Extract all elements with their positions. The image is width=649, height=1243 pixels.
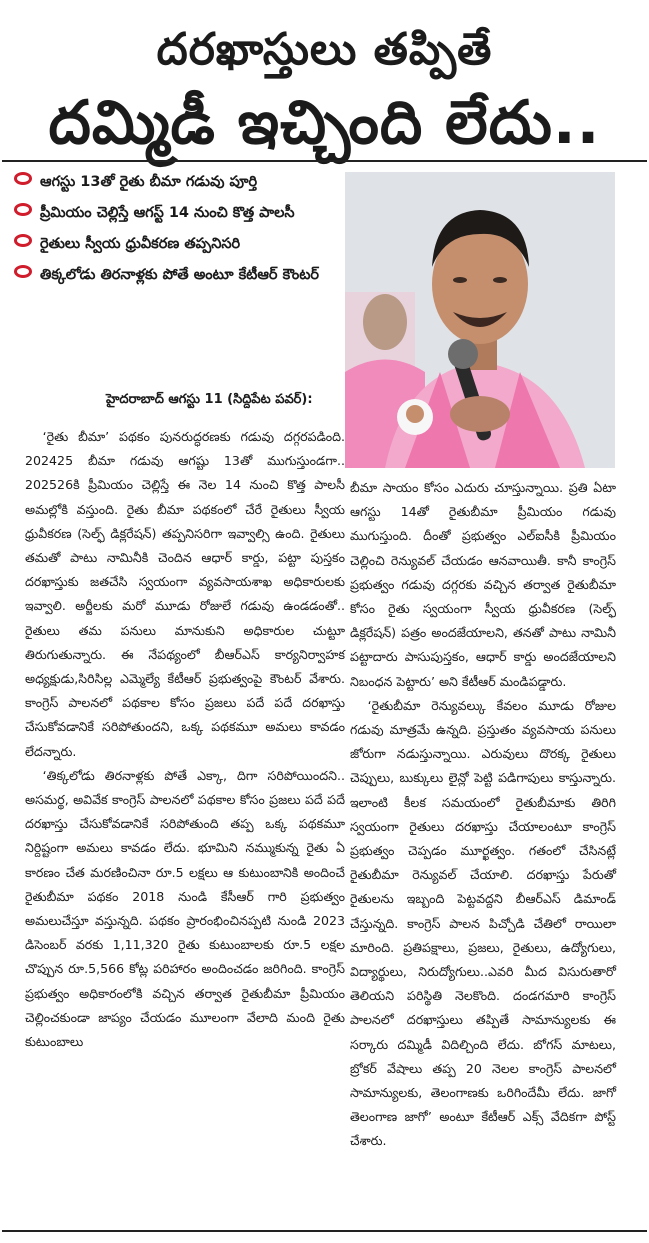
highlight-text: తిక్కలోడు తిరనాళ్లకు పోతే అంటూ కేటీఆర్ కౌంటర్ — [40, 267, 319, 283]
highlight-item — [14, 232, 339, 256]
headline-line-1: దరఖాస్తులు తప్పితే — [156, 24, 493, 75]
headline-line-2: దమ్మిడీ ఇచ్చింది లేదు.. — [48, 88, 601, 158]
paragraph: ‘రైతు బీమా’ పథకం పునరుద్ధరణకు గడువు దగ్గరపడింది. 202425 బీమా గడువు ఆగష్టు 13తో ముగుస్తుండగా.. 202526కి ప్రీమియం చెల్లిస్తే ఈ నెల 14 నుంచి కొత్త పాలసీ అమల్లోకి వస్తుంది. రైతు బీమా పథకంలో చేరే రైతులు స్వీయ ధ్రువీకరణ (సెల్ఫ్ డిక్లరేషన్) తప్పనిసరిగా ఇవ్వాల్సి ఉంది. రైతులు తమతో పాటు నామినీకి చెందిన ఆధార్ కార్డు, పట్టా పుస్తకం దరఖాస్తుకు జతచేసి స్వయంగా వ్యవసాయశాఖ అధికారులకు ఇవ్వాలి. అర్జీలకు మరో మూడు రోజులే గడువు ఉండడంతో.. రైతులు తమ పనులు మానుకుని అధికారుల చుట్టూ తిరుగుతున్నారు. ఈ నేపథ్యంలో బీఆర్ఎస్ కార్యనిర్వాహక అధ్యక్షుడు,సిరిసిల్ల ఎమ్మెల్యే కేటీఆర్ ప్రభుత్వంపై కౌంటర్ వేశారు. కాంగ్రెస్ పాలనలో పథకాల కోసం ప్రజలు పదే పదే దరఖాస్తు చేసుకోవడానికే సరిపోతుందని, ఒక్క పథకమూ అమలు కావడం లేదన్నారు. — [25, 429, 345, 759]
headline-divider — [2, 160, 647, 162]
highlight-text: రైతులు స్వీయ ధ్రువీకరణ తప్పనిసరి — [40, 236, 241, 252]
highlights-list — [14, 170, 339, 294]
highlight-text: ఆగస్టు 13తో రైతు బీమా గడువు పూర్తి — [40, 174, 258, 190]
bullet-circle-icon — [14, 203, 32, 216]
highlight-item — [14, 263, 339, 287]
bottom-divider — [2, 1230, 647, 1232]
bullet-circle-icon — [14, 265, 32, 278]
speaker-illustration — [345, 172, 615, 468]
bullet-circle-icon — [14, 234, 32, 247]
paragraph: బీమా సాయం కోసం ఎదురు చూస్తున్నాయి. ప్రతి ఏటా ఆగస్టు 14తో రైతుబీమా ప్రీమియం గడువు ముగుస్తుంది. దీంతో ప్రభుత్వం ఎల్ఐసీకి ప్రీమియం చెల్లించి రెన్యువల్ చేయడం ఆనవాయితీ. కానీ కాంగ్రెస్ ప్రభుత్వం గడువు దగ్గరకు వచ్చిన తర్వాత రైతుబీమా కోసం రైతు స్వయంగా స్వీయ ధ్రువీకరణ (సెల్ఫ్ డిక్లరేషన్) పత్రం అందజేయాలని, తనతో పాటు నామినీ పట్టాదారు పాసుపుస్తకం, ఆధార్ కార్డు అందజేయాలని నిబంధన పెట్టారు’ అని కేటీఆర్ మండిపడ్డారు. — [350, 480, 616, 689]
headline — [0, 0, 649, 160]
highlight-item — [14, 170, 339, 194]
paragraph: ‘రైతుబీమా రెన్యువల్కు కేవలం మూడు రోజుల గడువు మాత్రమే ఉన్నది. ప్రస్తుతం వ్యవసాయ పనులు జోరుగా నడుస్తున్నాయి. ఎరువులు దొరక్క రైతులు చెప్పులు, బుక్కులు లైన్లో పెట్టి పడిగాపులు కాస్తున్నారు. ఇలాంటి కీలక సమయంలో రైతుబీమాకు తిరిగి స్వయంగా రైతులు దరఖాస్తు చేయాలంటూ కాంగ్రెస్ ప్రభుత్వం చెప్పడం మూర్ఖత్వం. గతంలో చేసినట్లే రైతుబీమా రెన్యువల్ చేయాలి. దరఖాస్తు పేరుతో రైతులను ఇబ్బంది పెట్టవద్దని బీఆర్ఎస్ డిమాండ్ చేస్తున్నది. కాంగ్రెస్ పాలన పిచ్చోడి చేతిలో రాయిలా మారింది. ప్రతిపక్షాలు, ప్రజలు, రైతులు, ఉద్యోగులు, విద్యార్థులు, నిరుద్యోగులు..ఎవరి మీద విసురుతారో తెలియని పరిస్థితి నెలకొంది. దండగమారి కాంగ్రెస్ పాలనలో దరఖాస్తులు తప్పితే సామాన్యులకు ఈ సర్కారు దమ్మిడీ విదిల్చింది లేదు. బోగస్ మాటలు, బ్రోకర్ వేషాలు తప్ప 20 నెలల కాంగ్రెస్ పాలనలో సామాన్యులకు, తెలంగాణకు ఒరిగిందేమీ లేదు. జాగో తెలంగాణ జాగో’ అంటూ కేటీఆర్ ఎక్స్ వేదికగా పోస్ట్ చేశారు. — [350, 697, 616, 1149]
ktr-speaking-photo — [345, 172, 615, 468]
highlight-item — [14, 201, 339, 225]
article-column-right — [350, 476, 616, 1154]
dateline: హైదరాబాద్ ఆగస్టు 11 (సిద్దిపేట పవర్): — [106, 392, 313, 407]
paragraph: ‘తిక్కలోడు తిరనాళ్లకు పోతే ఎక్కా, దిగా సరిపోయిందని.. అసమర్థ, అవివేక కాంగ్రెస్ పాలనలో పథకాల కోసం ప్రజలు పదే పదే దరఖాస్తు చేసుకోవడానికే సరిపోతుంది తప్ప ఒక్క పథకమూ నిర్దిష్టంగా అమలు కావడం లేదు. భూమిని నమ్ముకున్న రైతు ఏ కారణం చేత మరణించినా రూ.5 లక్షలు ఆ కుటుంబానికి అందించే రైతుబీమా పథకం 2018 నుండి కేసీఆర్ గారి ప్రభుత్వం అమలుచేస్తూ వస్తున్నది. పథకం ప్రారంభించినప్పటి నుండి 2023 డిసెంబర్ వరకు 1,11,320 రైతు కుటుంబాలకు రూ.5 లక్షల చొప్పున రూ.5,566 కోట్ల పరిహారం అందించడం జరిగింది. కాంగ్రెస్ ప్రభుత్వం అధికారంలోకి వచ్చిన తర్వాత రైతుబీమా ప్రీమియం చెల్లించకుండా జాప్యం చేయడం మూలంగా వేలాది మంది రైతు కుటుంబాలు — [25, 767, 345, 1050]
highlight-text: ప్రీమియం చెల్లిస్తే ఆగస్ట్ 14 నుంచి కొత్త పాలసీ — [40, 205, 295, 221]
article-column-left — [25, 425, 345, 1054]
bullet-circle-icon — [14, 172, 32, 185]
